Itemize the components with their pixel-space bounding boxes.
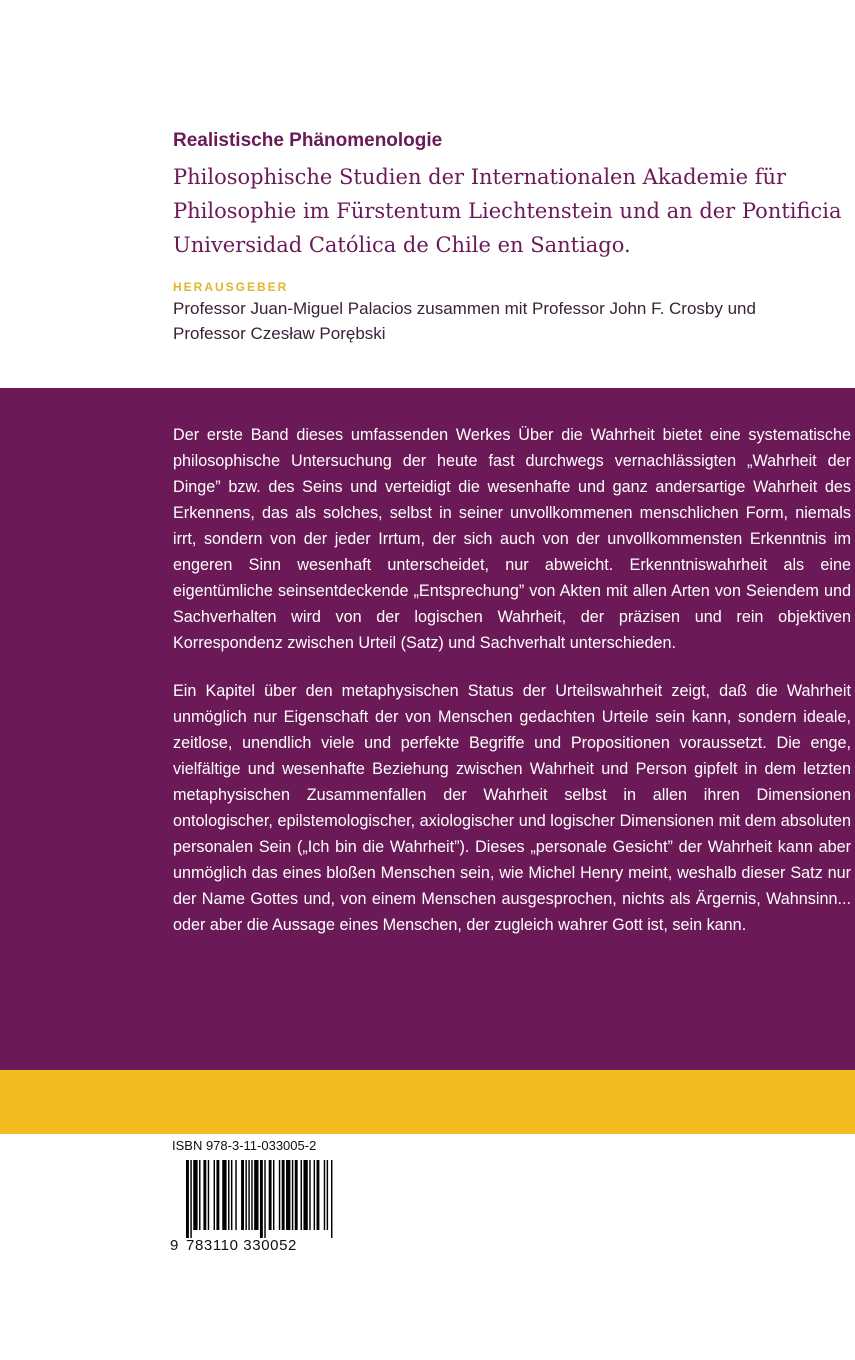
editor-label: HERAUSGEBER — [173, 280, 289, 294]
barcode-bar — [228, 1160, 229, 1230]
description-paragraph-2: Ein Kapitel über den metaphysischen Status der Urteilswahrheit zeigt, daß die Wahrheit unmöglich nur Eigenschaft der von Menschen gedachten Urteile sein kann, sondern ideale, zeitlose, unendlich viele und perfekte Begriffe und Propositionen voraussetzt. Die enge, vielfältige und wesenhafte Beziehung zwischen Wahrheit und Person gipfelt in dem letzten metaphysischen Zusammenfallen der Wahrheit selbst in allen ihren Dimensionen ontologischer, epilstemologischer, axiologischer und logischer Dimensionen mit dem absoluten personalen Sein („Ich bin die Wahrheit”). Dieses „personale Gesicht” der Wahrheit kann aber unmöglich das eines bloßen Menschen sein, wie Michel Henry meint, weshalb dieser Satz nur der Name Gottes und, von einem Menschen ausgesprochen, nichts als Ärgernis, Wahnsinn... oder aber die Aussage eines Menschen, der zugleich wahrer Gott ist, sein kann. — [173, 682, 851, 934]
barcode-bar — [303, 1160, 307, 1230]
barcode-bar — [282, 1160, 285, 1230]
barcode-bar — [216, 1160, 219, 1230]
barcode-bar — [248, 1160, 249, 1230]
barcode-bar — [260, 1160, 263, 1238]
barcode-bar — [193, 1160, 197, 1230]
barcode-bar — [324, 1160, 325, 1230]
barcode-bar — [292, 1160, 293, 1230]
editor-names: Professor Juan-Miguel Palacios zusammen mit Professor John F. Crosby und Professor Czesław Porębski — [173, 299, 756, 343]
barcode-bar — [186, 1160, 189, 1238]
barcode-bar — [331, 1160, 332, 1238]
barcode-first-digit: 9 — [170, 1237, 179, 1254]
series-title: Realistische Phänomenologie — [173, 130, 443, 151]
barcode-bar — [214, 1160, 215, 1230]
barcode-bar — [327, 1160, 328, 1230]
series-subtitle: Philosophische Studien der Internationalen Akademie für Philosophie im Fürstentum Liechtenstein und an der Pontificia Universidad Católica de Chile en Santiago. — [173, 165, 842, 257]
barcode-bar — [301, 1160, 302, 1230]
barcode-bar — [273, 1160, 274, 1230]
barcode-bar — [264, 1160, 265, 1238]
barcode-number: 783110 330052 — [186, 1237, 297, 1254]
barcode-bar — [222, 1160, 226, 1230]
barcode-bar — [208, 1160, 209, 1230]
series-info — [173, 128, 842, 346]
description-paragraph-1: Der erste Band dieses umfassenden Werkes Über die Wahrheit bietet eine systematische philosophische Untersuchung der heute fast durchwegs vernachlässigten „Wahrheit der Dinge” bzw. des Seins und verteidigt die wesenhafte und ganz andersartige Wahrheit des Erkennens, das als solches, selbst in seiner unvollkommenen menschlichen Form, niemals irrt, sondern von der jeder Irrtum, der sich auch von der unvollkommensten Erkenntnis im engeren Sinn wesenhaft unterscheidet, nur abweicht. Erkenntniswahrheit als eine eigentümliche seinsentdeckende „Entsprechung” von Akten mit allen Arten von Seiendem und Sachverhalten wird von der logischen Wahrheit, der präzisen und rein objektiven Korrespondenz zwischen Urteil (Satz) und Sachverhalt unterschieden. — [173, 426, 851, 652]
barcode — [170, 1160, 335, 1238]
barcode-bar — [317, 1160, 320, 1230]
barcode-bar — [241, 1160, 244, 1230]
book-description — [173, 422, 851, 938]
barcode-bar — [231, 1160, 232, 1230]
barcode-bar — [309, 1160, 310, 1230]
barcode-bar — [314, 1160, 315, 1230]
barcode-bar — [286, 1160, 290, 1230]
barcode-bar — [190, 1160, 191, 1238]
barcode-bar — [279, 1160, 280, 1230]
barcode-bar — [254, 1160, 258, 1230]
barcode-bar — [235, 1160, 236, 1230]
yellow-band — [0, 1070, 855, 1134]
barcode-bar — [269, 1160, 272, 1230]
isbn-label: ISBN 978-3-11-033005-2 — [172, 1138, 317, 1153]
barcode-bar — [251, 1160, 252, 1230]
barcode-bar — [245, 1160, 246, 1230]
barcode-bar — [203, 1160, 206, 1230]
barcode-bar — [295, 1160, 298, 1230]
barcode-bar — [199, 1160, 200, 1230]
